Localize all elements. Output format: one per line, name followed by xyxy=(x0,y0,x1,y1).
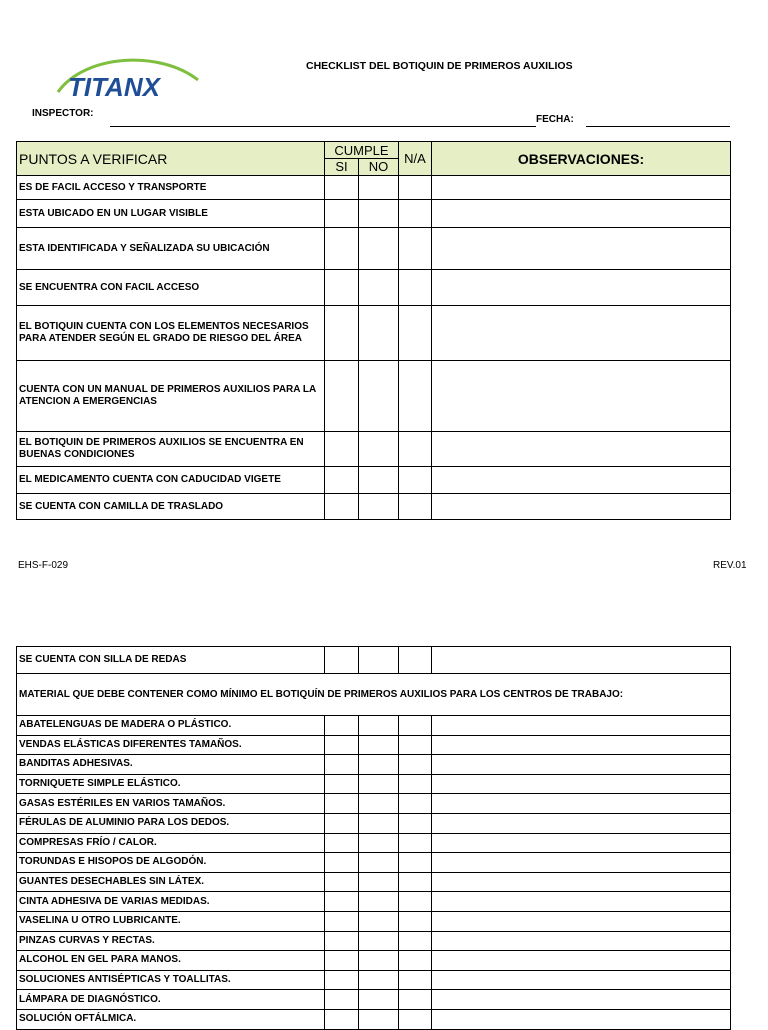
check-si[interactable] xyxy=(325,270,359,306)
row-point: SOLUCIÓN OFTÁLMICA. xyxy=(17,1009,325,1029)
material-row xyxy=(17,1009,731,1029)
row-point: EL MEDICAMENTO CUENTA CON CADUCIDAD VIGETE xyxy=(17,467,325,494)
material-row xyxy=(17,931,731,951)
check-no[interactable] xyxy=(359,833,399,853)
row-point: BANDITAS ADHESIVAS. xyxy=(17,755,325,775)
check-no[interactable] xyxy=(359,1009,399,1029)
logo-text: TITANX xyxy=(68,72,160,102)
check-si[interactable] xyxy=(325,200,359,228)
observation-cell[interactable] xyxy=(432,432,731,467)
check-no[interactable] xyxy=(359,970,399,990)
check-si[interactable] xyxy=(325,467,359,494)
check-no[interactable] xyxy=(359,228,399,270)
observation-cell[interactable] xyxy=(432,794,731,814)
checklist-row xyxy=(17,361,731,432)
check-no[interactable] xyxy=(359,794,399,814)
observation-cell[interactable] xyxy=(432,361,731,432)
check-si[interactable] xyxy=(325,755,359,775)
checklist-row xyxy=(17,176,731,200)
observation-cell[interactable] xyxy=(432,931,731,951)
material-row xyxy=(17,872,731,892)
check-na[interactable] xyxy=(399,892,432,912)
observation-cell[interactable] xyxy=(432,467,731,494)
row-point: LÁMPARA DE DIAGNÓSTICO. xyxy=(17,990,325,1010)
row-point: CUENTA CON UN MANUAL DE PRIMEROS AUXILIOS PARA LA ATENCION A EMERGENCIAS xyxy=(17,361,325,432)
material-row xyxy=(17,990,731,1010)
material-row xyxy=(17,892,731,912)
checklist-row xyxy=(17,432,731,467)
row-point: ESTA IDENTIFICADA Y SEÑALIZADA SU UBICACIÓN xyxy=(17,228,325,270)
check-na[interactable] xyxy=(399,735,432,755)
check-na[interactable] xyxy=(399,228,432,270)
row-point: ABATELENGUAS DE MADERA O PLÁSTICO. xyxy=(17,716,325,736)
check-no[interactable] xyxy=(359,176,399,200)
checklist-row xyxy=(17,228,731,270)
check-no[interactable] xyxy=(359,872,399,892)
observation-cell[interactable] xyxy=(432,228,731,270)
header-points: PUNTOS A VERIFICAR xyxy=(17,142,325,176)
checklist-row xyxy=(17,270,731,306)
material-row xyxy=(17,833,731,853)
check-no[interactable] xyxy=(359,361,399,432)
document-title: CHECKLIST DEL BOTIQUIN DE PRIMEROS AUXILIOS xyxy=(306,60,573,72)
observation-cell[interactable] xyxy=(432,200,731,228)
check-no[interactable] xyxy=(359,735,399,755)
check-no[interactable] xyxy=(359,647,399,674)
row-point: GUANTES DESECHABLES SIN LÁTEX. xyxy=(17,872,325,892)
check-na[interactable] xyxy=(399,467,432,494)
row-point: ES DE FACIL ACCESO Y TRANSPORTE xyxy=(17,176,325,200)
observation-cell[interactable] xyxy=(432,853,731,873)
observation-cell[interactable] xyxy=(432,306,731,361)
check-si[interactable] xyxy=(325,1009,359,1029)
inspector-field[interactable] xyxy=(110,126,536,127)
check-si[interactable] xyxy=(325,647,359,674)
material-row xyxy=(17,794,731,814)
header-no: NO xyxy=(359,159,399,176)
check-no[interactable] xyxy=(359,716,399,736)
checklist-row xyxy=(17,306,731,361)
check-no[interactable] xyxy=(359,306,399,361)
check-na[interactable] xyxy=(399,716,432,736)
row-point: PINZAS CURVAS Y RECTAS. xyxy=(17,931,325,951)
check-si[interactable] xyxy=(325,176,359,200)
material-row xyxy=(17,911,731,931)
material-row xyxy=(17,735,731,755)
observation-cell[interactable] xyxy=(432,951,731,971)
material-row xyxy=(17,755,731,775)
check-si[interactable] xyxy=(325,853,359,873)
check-si[interactable] xyxy=(325,911,359,931)
check-no[interactable] xyxy=(359,951,399,971)
row-point: TORUNDAS E HISOPOS DE ALGODÓN. xyxy=(17,853,325,873)
check-si[interactable] xyxy=(325,813,359,833)
check-no[interactable] xyxy=(359,892,399,912)
check-si[interactable] xyxy=(325,432,359,467)
check-na[interactable] xyxy=(399,176,432,200)
observation-cell[interactable] xyxy=(432,1009,731,1029)
check-si[interactable] xyxy=(325,735,359,755)
check-si[interactable] xyxy=(325,794,359,814)
row-point: FÉRULAS DE ALUMINIO PARA LOS DEDOS. xyxy=(17,813,325,833)
row-point: SE CUENTA CON SILLA DE REDAS xyxy=(17,647,325,674)
material-row xyxy=(17,716,731,736)
row-point: SOLUCIONES ANTISÉPTICAS Y TOALLITAS. xyxy=(17,970,325,990)
check-no[interactable] xyxy=(359,853,399,873)
check-na[interactable] xyxy=(399,1009,432,1029)
observation-cell[interactable] xyxy=(432,911,731,931)
row-point: ESTA UBICADO EN UN LUGAR VISIBLE xyxy=(17,200,325,228)
material-row xyxy=(17,774,731,794)
check-no[interactable] xyxy=(359,931,399,951)
header-cumple: CUMPLE xyxy=(325,142,399,159)
row-point: TORNIQUETE SIMPLE ELÁSTICO. xyxy=(17,774,325,794)
check-no[interactable] xyxy=(359,467,399,494)
check-no[interactable] xyxy=(359,990,399,1010)
row-point: SE CUENTA CON CAMILLA DE TRASLADO xyxy=(17,494,325,520)
check-si[interactable] xyxy=(325,970,359,990)
check-no[interactable] xyxy=(359,494,399,520)
observation-cell[interactable] xyxy=(432,647,731,674)
observation-cell[interactable] xyxy=(432,494,731,520)
check-si[interactable] xyxy=(325,892,359,912)
observation-cell[interactable] xyxy=(432,755,731,775)
inspector-label: INSPECTOR: xyxy=(32,108,94,119)
row-point: EL BOTIQUIN CUENTA CON LOS ELEMENTOS NECESARIOS PARA ATENDER SEGÚN EL GRADO DE RIESGO DEL ÁREA xyxy=(17,306,325,361)
check-na[interactable] xyxy=(399,306,432,361)
observation-cell[interactable] xyxy=(432,176,731,200)
observation-cell[interactable] xyxy=(432,990,731,1010)
checklist-row xyxy=(17,494,731,520)
header-na: N/A xyxy=(399,142,432,176)
check-no[interactable] xyxy=(359,270,399,306)
row-point: EL BOTIQUIN DE PRIMEROS AUXILIOS SE ENCUENTRA EN BUENAS CONDICIONES xyxy=(17,432,325,467)
check-na[interactable] xyxy=(399,990,432,1010)
check-si[interactable] xyxy=(325,494,359,520)
check-na[interactable] xyxy=(399,970,432,990)
material-table xyxy=(16,646,731,1030)
check-na[interactable] xyxy=(399,647,432,674)
check-na[interactable] xyxy=(399,755,432,775)
observation-cell[interactable] xyxy=(432,872,731,892)
check-si[interactable] xyxy=(325,774,359,794)
check-si[interactable] xyxy=(325,716,359,736)
company-logo xyxy=(50,52,210,102)
observation-cell[interactable] xyxy=(432,813,731,833)
section-title: MATERIAL QUE DEBE CONTENER COMO MÍNIMO EL BOTIQUÍN DE PRIMEROS AUXILIOS PARA LOS CENTROS DE TRABAJO: xyxy=(17,674,731,716)
check-si[interactable] xyxy=(325,990,359,1010)
row-point: GASAS ESTÉRILES EN VARIOS TAMAÑOS. xyxy=(17,794,325,814)
fecha-label: FECHA: xyxy=(536,114,574,125)
check-na[interactable] xyxy=(399,432,432,467)
check-na[interactable] xyxy=(399,872,432,892)
header-si: SI xyxy=(325,159,359,176)
check-na[interactable] xyxy=(399,494,432,520)
checklist-row xyxy=(17,200,731,228)
check-na[interactable] xyxy=(399,270,432,306)
check-no[interactable] xyxy=(359,813,399,833)
check-na[interactable] xyxy=(399,774,432,794)
observation-cell[interactable] xyxy=(432,970,731,990)
observation-cell[interactable] xyxy=(432,270,731,306)
revision: REV.01 xyxy=(713,560,747,571)
observation-cell[interactable] xyxy=(432,774,731,794)
row-point: VASELINA U OTRO LUBRICANTE. xyxy=(17,911,325,931)
check-si[interactable] xyxy=(325,833,359,853)
check-no[interactable] xyxy=(359,200,399,228)
check-si[interactable] xyxy=(325,951,359,971)
check-si[interactable] xyxy=(325,931,359,951)
check-na[interactable] xyxy=(399,911,432,931)
check-no[interactable] xyxy=(359,432,399,467)
form-code: EHS-F-029 xyxy=(18,560,69,571)
material-row xyxy=(17,813,731,833)
check-si[interactable] xyxy=(325,872,359,892)
check-na[interactable] xyxy=(399,361,432,432)
check-no[interactable] xyxy=(359,911,399,931)
check-si[interactable] xyxy=(325,306,359,361)
observation-cell[interactable] xyxy=(432,892,731,912)
material-row xyxy=(17,853,731,873)
check-na[interactable] xyxy=(399,931,432,951)
observation-cell[interactable] xyxy=(432,735,731,755)
observation-cell[interactable] xyxy=(432,716,731,736)
check-no[interactable] xyxy=(359,755,399,775)
row-point: SE ENCUENTRA CON FACIL ACCESO xyxy=(17,270,325,306)
row-point: CINTA ADHESIVA DE VARIAS MEDIDAS. xyxy=(17,892,325,912)
row-point: COMPRESAS FRÍO / CALOR. xyxy=(17,833,325,853)
checklist-row xyxy=(17,467,731,494)
checklist-table xyxy=(16,141,731,520)
check-na[interactable] xyxy=(399,200,432,228)
row-point: ALCOHOL EN GEL PARA MANOS. xyxy=(17,951,325,971)
check-na[interactable] xyxy=(399,853,432,873)
row-point: VENDAS ELÁSTICAS DIFERENTES TAMAÑOS. xyxy=(17,735,325,755)
check-na[interactable] xyxy=(399,833,432,853)
material-row xyxy=(17,951,731,971)
header-observaciones: OBSERVACIONES: xyxy=(432,142,731,176)
fecha-field[interactable] xyxy=(586,126,730,127)
check-si[interactable] xyxy=(325,361,359,432)
check-na[interactable] xyxy=(399,951,432,971)
material-row xyxy=(17,970,731,990)
check-na[interactable] xyxy=(399,794,432,814)
check-si[interactable] xyxy=(325,228,359,270)
observation-cell[interactable] xyxy=(432,833,731,853)
check-no[interactable] xyxy=(359,774,399,794)
check-na[interactable] xyxy=(399,813,432,833)
